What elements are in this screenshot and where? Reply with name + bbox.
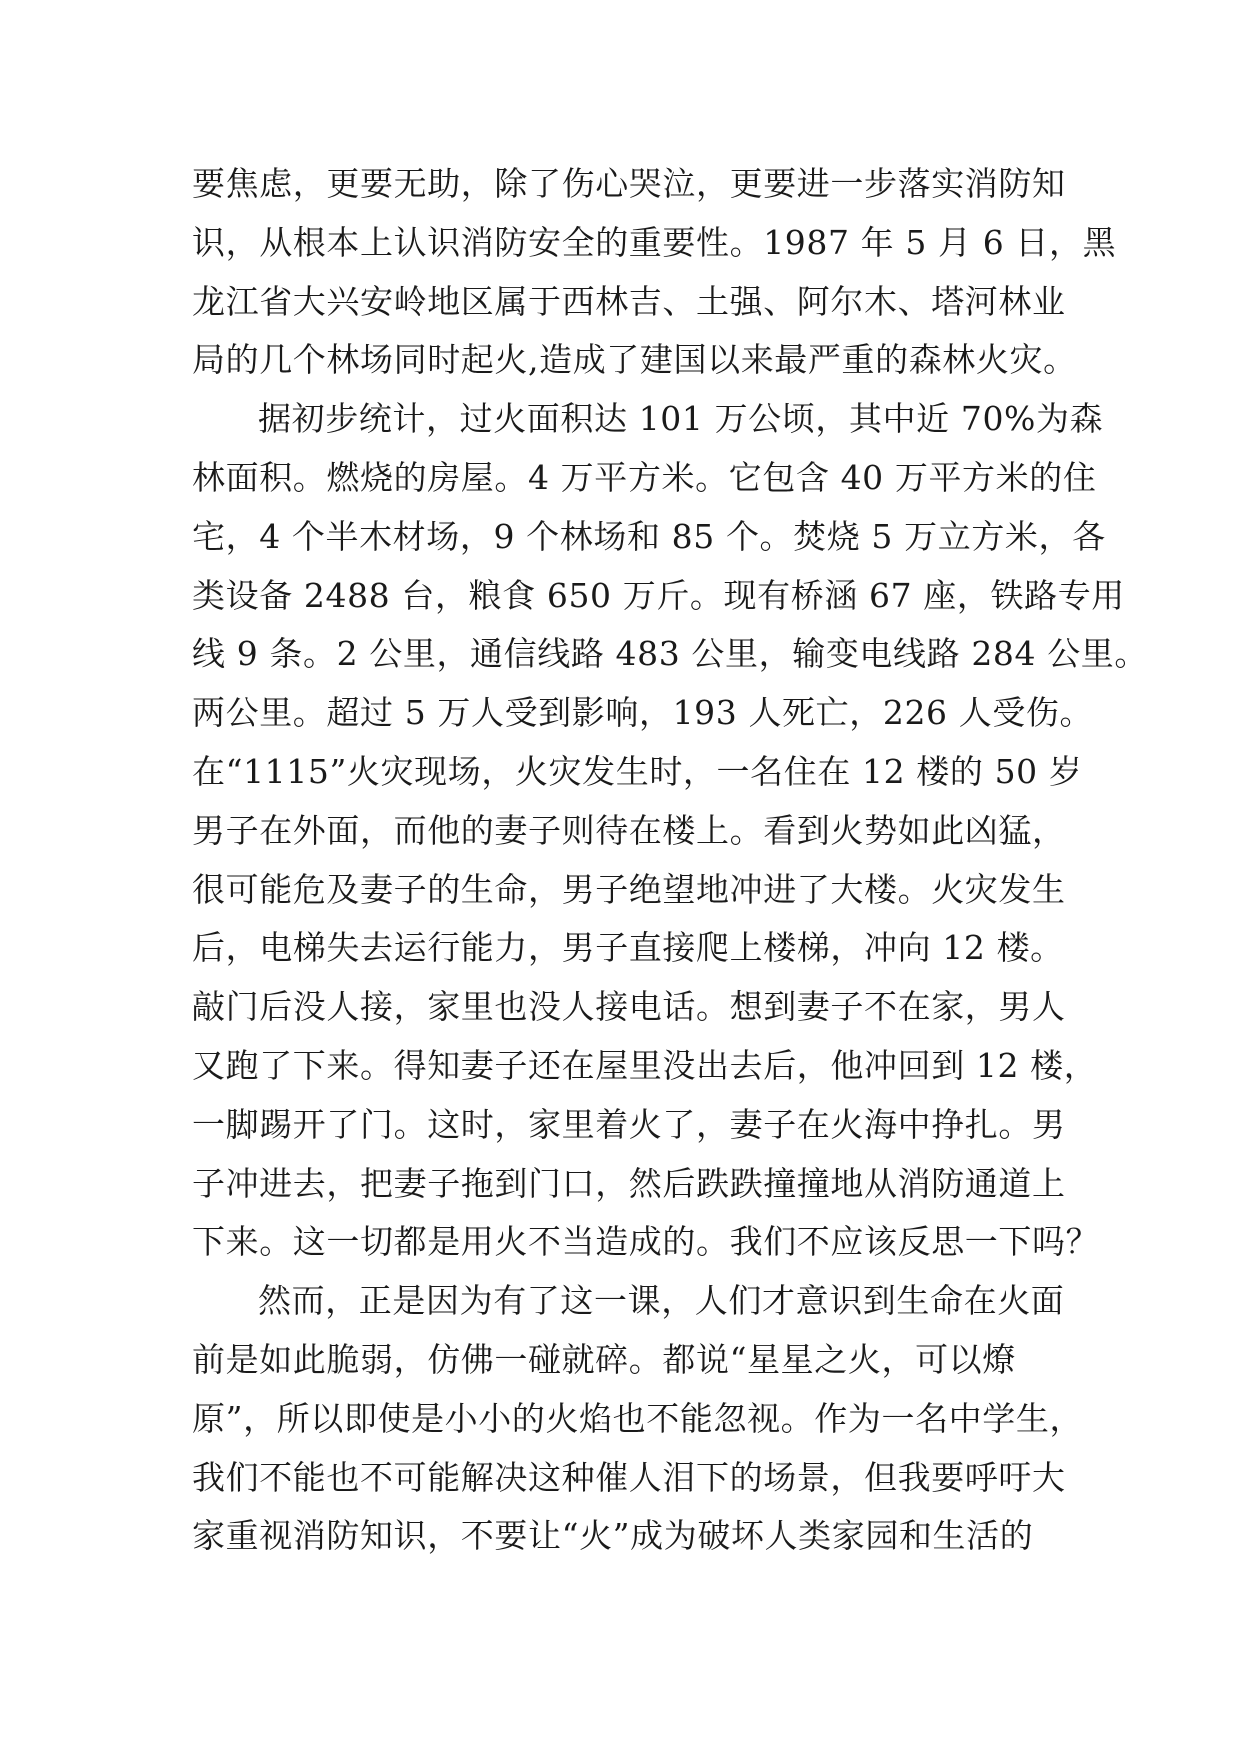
text-line: 据初步统计，过火面积达 101 万公顷，其中近 70%为森 [258, 399, 1104, 439]
text-line: 然而，正是因为有了这一课，人们才意识到生命在火面 [258, 1281, 1065, 1321]
text-line: 宅，4 个半木材场，9 个林场和 85 个。焚烧 5 万立方米，各 [192, 516, 1106, 556]
text-line: 很可能危及妻子的生命，男子绝望地冲进了大楼。火灾发生 [192, 869, 1066, 909]
text-line: 子冲进去，把妻子拖到门口，然后跌跌撞撞地从消防通道上 [192, 1163, 1066, 1203]
text-line: 局的几个林场同时起火,造成了建国以来最严重的森林火灾。 [192, 340, 1077, 380]
text-line: 男子在外面，而他的妻子则待在楼上。看到火势如此凶猛， [192, 810, 1066, 850]
text-line: 后，电梯失去运行能力，男子直接爬上楼梯，冲向 12 楼。 [192, 928, 1064, 968]
text-line: 下来。这一切都是用火不当造成的。我们不应该反思一下吗？ [192, 1222, 1100, 1262]
text-line: 敲门后没人接，家里也没人接电话。想到妻子不在家，男人 [192, 987, 1066, 1027]
text-line: 我们不能也不可能解决这种催人泪下的场景，但我要呼吁大 [192, 1457, 1066, 1497]
text-line: 识，从根本上认识消防安全的重要性。1987 年 5 月 6 日，黑 [192, 222, 1117, 262]
text-line: 要焦虑，更要无助，除了伤心哭泣，更要进一步落实消防知 [192, 164, 1066, 203]
text-line: 家重视消防知识，不要让“火”成为破坏人类家园和生活的 [192, 1516, 1034, 1556]
text-line: 又跑了下来。得知妻子还在屋里没出去后，他冲回到 12 楼， [192, 1045, 1098, 1085]
text-line: 在“1115”火灾现场，火灾发生时，一名住在 12 楼的 50 岁 [192, 751, 1083, 791]
text-line: 两公里。超过 5 万人受到影响，193 人死亡，226 人受伤。 [192, 693, 1094, 733]
text-line: 一脚踢开了门。这时，家里着火了，妻子在火海中挣扎。男 [192, 1104, 1066, 1144]
text-line: 林面积。燃烧的房屋。4 万平方米。它包含 40 万平方米的住 [192, 457, 1097, 497]
text-line: 原”，所以即使是小小的火焰也不能忽视。作为一名中学生， [192, 1398, 1084, 1438]
body-text [192, 155, 1148, 1566]
text-line: 线 9 条。2 公里，通信线路 483 公里，输变电线路 284 公里。 [192, 634, 1148, 674]
text-line: 类设备 2488 台，粮食 650 万斤。现有桥涵 67 座，铁路专用 [192, 575, 1125, 615]
text-line: 龙江省大兴安岭地区属于西林吉、土强、阿尔木、塔河林业 [192, 281, 1066, 321]
text-line: 前是如此脆弱，仿佛一碰就碎。都说“星星之火，可以燎 [192, 1339, 1016, 1379]
